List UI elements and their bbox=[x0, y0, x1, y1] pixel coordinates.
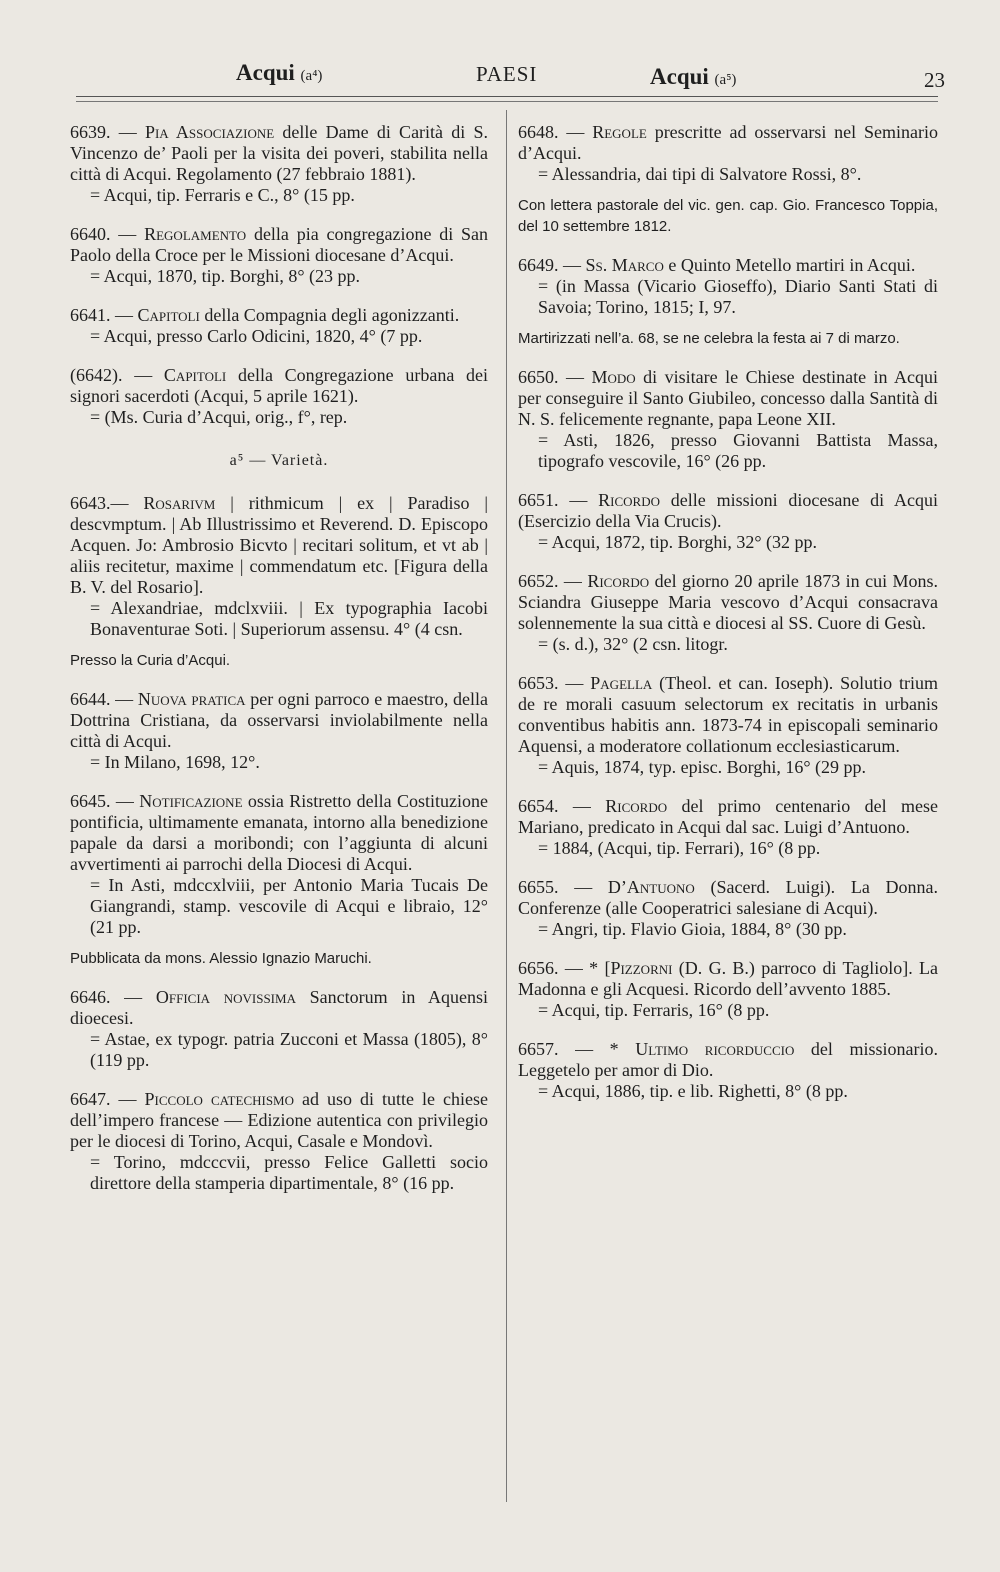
entry-text: del primo centenario del mese Mariano, predicato in Acqui dal sac. Luigi d’Antuono. bbox=[518, 796, 938, 837]
bibliography-entry bbox=[518, 367, 938, 472]
right-entries bbox=[518, 122, 938, 1102]
entry-imprint: = Acqui, tip. Ferraris e C., 8° (15 pp. bbox=[90, 185, 355, 205]
header-rule-double bbox=[76, 101, 938, 102]
bibliography-entry bbox=[518, 490, 938, 553]
entry-text: e Quinto Metello martiri in Acqui. bbox=[668, 255, 916, 275]
entry-keyword: Officia novissima bbox=[155, 987, 296, 1007]
running-header bbox=[60, 58, 945, 96]
entry-imprint: = (s. d.), 32° (2 csn. litogr. bbox=[538, 634, 728, 654]
entry-text: (D. G. B.) parroco di Tagliolo]. La Madonna e gli Acquesi. Ricordo dell’avvento 1885. bbox=[518, 958, 939, 999]
entry-keyword: Pia Associazione bbox=[144, 122, 275, 142]
entry-text: della Congregazione urbana dei signori sacerdoti (Acqui, 5 aprile 1621). bbox=[70, 365, 489, 406]
entry-text: prescritte ad osservarsi nel Seminario d’Acqui. bbox=[518, 122, 939, 163]
bibliography-entry bbox=[70, 224, 488, 287]
entry-imprint: = Acqui, presso Carlo Odicini, 1820, 4° (7 pp. bbox=[90, 326, 423, 346]
entry-text: | rithmicum | ex | Paradiso | descvmptum. | Ab Illustrissimo et Reverend. D. Episcopo Acquen. Jo: Ambrosio Bicvto | recitari solitum, et vt ab | aliis recitetur, maxime | commendatum etc. [Figura della B. V. del Rosario]. bbox=[70, 493, 489, 597]
bibliography-entry bbox=[518, 958, 938, 1021]
bibliography-entry bbox=[70, 365, 488, 428]
entry-keyword: Pagella bbox=[590, 673, 653, 693]
entry-imprint: = In Milano, 1698, 12°. bbox=[90, 752, 260, 772]
entry-number: 6651. — bbox=[518, 490, 588, 510]
entry-imprint: = Acqui, 1886, tip. e lib. Righetti, 8° (8 pp. bbox=[538, 1081, 848, 1101]
entry-title-line bbox=[70, 791, 488, 875]
bibliography-entry bbox=[70, 122, 488, 206]
entry-number: 6650. — bbox=[518, 367, 584, 387]
entry-number: 6641. — bbox=[70, 305, 133, 325]
entry-title-line bbox=[70, 1089, 488, 1152]
header-right-title: Acqui (a⁵) bbox=[650, 64, 737, 89]
entry-keyword: D’Antuono bbox=[607, 877, 695, 897]
entry-keyword: Notificazione bbox=[139, 791, 243, 811]
entry-keyword: Capitoli bbox=[137, 305, 200, 325]
entry-imprint: = Alexandriae, mdclxviii. | Ex typographia Iacobi Bonaventurae Soti. | Superiorum assensu. 4° (4 csn. bbox=[90, 598, 488, 639]
entry-keyword: Ricordo bbox=[598, 490, 660, 510]
entry-title-line bbox=[70, 224, 488, 266]
bibliography-entry bbox=[518, 673, 938, 778]
bibliography-entry bbox=[70, 493, 488, 671]
entry-title-line bbox=[70, 305, 488, 326]
entry-number: 6655. — bbox=[518, 877, 593, 897]
bibliography-entry bbox=[518, 1039, 938, 1102]
left-entries-b bbox=[70, 493, 488, 1194]
entry-note: Pubblicata da mons. Alessio Ignazio Maruchi. bbox=[70, 950, 372, 967]
entry-imprint: = 1884, (Acqui, tip. Ferrari), 16° (8 pp. bbox=[538, 838, 821, 858]
column-divider bbox=[506, 110, 507, 1502]
entry-text: del missionario. Leggetelo per amor di Dio. bbox=[518, 1039, 938, 1080]
entry-imprint: = Aquis, 1874, typ. episc. Borghi, 16° (29 pp. bbox=[538, 757, 867, 777]
entry-keyword: Ultimo ricorduccio bbox=[635, 1039, 795, 1059]
entry-title-line bbox=[518, 1039, 938, 1081]
entry-title-line bbox=[70, 493, 488, 598]
bibliography-entry bbox=[518, 571, 938, 655]
entry-number: 6654. — bbox=[518, 796, 591, 816]
entry-text: di visitare le Chiese destinate in Acqui per conseguire il Santo Giubileo, concesso dalla Santità di N. S. felicemente regnante, papa Leone XII. bbox=[518, 367, 939, 429]
entry-number: 6644. — bbox=[70, 689, 134, 709]
bibliography-entry bbox=[70, 305, 488, 347]
page-number: 23 bbox=[924, 68, 945, 92]
entry-number: 6639. — bbox=[70, 122, 137, 142]
entry-keyword: Piccolo catechismo bbox=[144, 1089, 295, 1109]
right-column bbox=[518, 122, 938, 1120]
bibliography-entry bbox=[518, 122, 938, 237]
entry-imprint: = Alessandria, dai tipi di Salvatore Rossi, 8°. bbox=[538, 164, 862, 184]
entry-keyword: Nuova pratica bbox=[137, 689, 246, 709]
entry-imprint: = Acqui, tip. Ferraris, 16° (8 pp. bbox=[538, 1000, 770, 1020]
entry-imprint: = (Ms. Curia d’Acqui, orig., f°, rep. bbox=[90, 407, 348, 427]
entry-text: della pia congregazione di San Paolo della Croce per le Missioni diocesane d’Acqui. bbox=[70, 224, 489, 265]
left-column bbox=[70, 122, 488, 1212]
entry-number: 6646. — bbox=[70, 987, 143, 1007]
entry-keyword: Ss. Marco bbox=[585, 255, 664, 275]
entry-title-line bbox=[70, 987, 488, 1029]
entry-title-line bbox=[518, 255, 938, 276]
entry-text: ossia Ristretto della Costituzione pontificia, ultimamente emanata, intorno alla benedizione papale da darsi a moribondi; con l’aggiunta di alcuni avvertimenti ai parrochi della Diocesi di Acqui. bbox=[70, 791, 488, 874]
entry-keyword: [Pizzorni bbox=[604, 958, 673, 978]
header-rule bbox=[76, 96, 938, 97]
entry-imprint: = Asti, 1826, presso Giovanni Battista Massa, tipografo vescovile, 16° (26 pp. bbox=[538, 430, 938, 471]
entry-keyword: Regolamento bbox=[144, 224, 247, 244]
entry-text: del giorno 20 aprile 1873 in cui Mons. Sciandra Giuseppe Maria vescovo d’Acqui consacrava solennemente la sua città e diocesi al SS. Cuore di Gesù. bbox=[518, 571, 939, 633]
bibliography-entry bbox=[70, 987, 488, 1071]
bibliography-entry bbox=[518, 796, 938, 859]
entry-number: 6656. — * bbox=[518, 958, 599, 978]
entry-title-line bbox=[70, 365, 488, 407]
entry-title-line bbox=[518, 796, 938, 838]
entry-keyword: Ricordo bbox=[587, 571, 650, 591]
entry-keyword: Regole bbox=[592, 122, 647, 142]
entry-number: 6648. — bbox=[518, 122, 585, 142]
entry-note: Con lettera pastorale del vic. gen. cap. Gio. Francesco Toppia, del 10 settembre 1812. bbox=[518, 197, 938, 235]
entry-title-line bbox=[70, 689, 488, 752]
entry-title-line bbox=[518, 367, 938, 430]
entry-text: per ogni parroco e maestro, della Dottrina Cristiana, da osservarsi inviolabilmente nella città di Acqui. bbox=[70, 689, 489, 751]
entry-title-line bbox=[518, 877, 938, 919]
bibliography-entry bbox=[70, 689, 488, 773]
entry-imprint: = Astae, ex typogr. patria Zucconi et Massa (1805), 8° (119 pp. bbox=[90, 1029, 488, 1070]
entry-imprint: = Acqui, 1872, tip. Borghi, 32° (32 pp. bbox=[538, 532, 818, 552]
entry-number: 6653. — bbox=[518, 673, 584, 693]
entry-imprint: = Torino, mdcccvii, presso Felice Galletti socio direttore della stamperia dipartimentale, 8° (16 pp. bbox=[90, 1152, 488, 1193]
entry-text: (Sacerd. Luigi). La Donna. Conferenze (alle Cooperatrici salesiane di Acqui). bbox=[518, 877, 939, 918]
entry-title-line bbox=[518, 958, 938, 1000]
header-center-title: PAESI bbox=[476, 62, 538, 86]
entry-text: delle Dame di Carità di S. Vincenzo de’ Paoli per la visita dei poveri, stabilita nella città di Acqui. Regolamento (27 febbraio 1881). bbox=[70, 122, 489, 184]
entry-number: 6649. — bbox=[518, 255, 581, 275]
entry-keyword: Modo bbox=[591, 367, 636, 387]
entry-title-line bbox=[70, 122, 488, 185]
entry-number: 6645. — bbox=[70, 791, 134, 811]
entry-note: Martirizzati nell’a. 68, se ne celebra la festa ai 7 di marzo. bbox=[518, 330, 900, 347]
entry-number: 6657. — * bbox=[518, 1039, 619, 1059]
entry-number: 6647. — bbox=[70, 1089, 137, 1109]
entry-title-line bbox=[518, 122, 938, 164]
entry-keyword: Capitoli bbox=[163, 365, 227, 385]
entry-imprint: = In Asti, mdccxlviii, per Antonio Maria Tucais De Giangrandi, stamp. vescovile di Acqui e libraio, 12° (21 pp. bbox=[90, 875, 488, 937]
entry-imprint: = Acqui, 1870, tip. Borghi, 8° (23 pp. bbox=[90, 266, 361, 286]
entry-number: 6643.— bbox=[70, 493, 129, 513]
entry-text: Sanctorum in Aquensi dioecesi. bbox=[70, 987, 489, 1028]
entry-text: della Compagnia degli agonizzanti. bbox=[204, 305, 460, 325]
entry-number: (6642). — bbox=[70, 365, 153, 385]
entry-number: 6640. — bbox=[70, 224, 137, 244]
bibliography-entry bbox=[518, 877, 938, 940]
header-left-title: Acqui (a⁴) bbox=[236, 60, 323, 85]
entry-note: Presso la Curia d’Acqui. bbox=[70, 652, 231, 669]
entry-text: delle missioni diocesane di Acqui (Esercizio della Via Crucis). bbox=[518, 490, 938, 531]
bibliography-entry bbox=[518, 255, 938, 349]
bibliography-entry bbox=[70, 1089, 488, 1194]
entry-keyword: Ricordo bbox=[605, 796, 668, 816]
section-heading: a⁵ — Varietà. bbox=[229, 452, 329, 469]
entry-title-line bbox=[518, 673, 938, 757]
entry-number: 6652. — bbox=[518, 571, 582, 591]
entry-imprint: = (in Massa (Vicario Gioseffo), Diario Santi Stati di Savoia; Torino, 1815; I, 97. bbox=[538, 276, 938, 317]
left-entries-a bbox=[70, 122, 488, 428]
entry-title-line bbox=[518, 490, 938, 532]
entry-text: (Theol. et can. Ioseph). Solutio trium de re morali casuum selectorum ex recitatis in urbanis conventibus habitis ann. 1873-74 in episcopali seminario Aquensi, a moderatore collationum ecclesiasticarum. bbox=[518, 673, 939, 756]
entry-title-line bbox=[518, 571, 938, 634]
entry-imprint: = Angri, tip. Flavio Gioia, 1884, 8° (30 pp. bbox=[538, 919, 847, 939]
bibliography-entry bbox=[70, 791, 488, 969]
entry-keyword: Rosarivm bbox=[143, 493, 216, 513]
entry-text: ad uso di tutte le chiese dell’impero francese — Edizione autentica con privilegio per le diocesi di Torino, Acqui, Casale e Mondovì. bbox=[70, 1089, 489, 1151]
